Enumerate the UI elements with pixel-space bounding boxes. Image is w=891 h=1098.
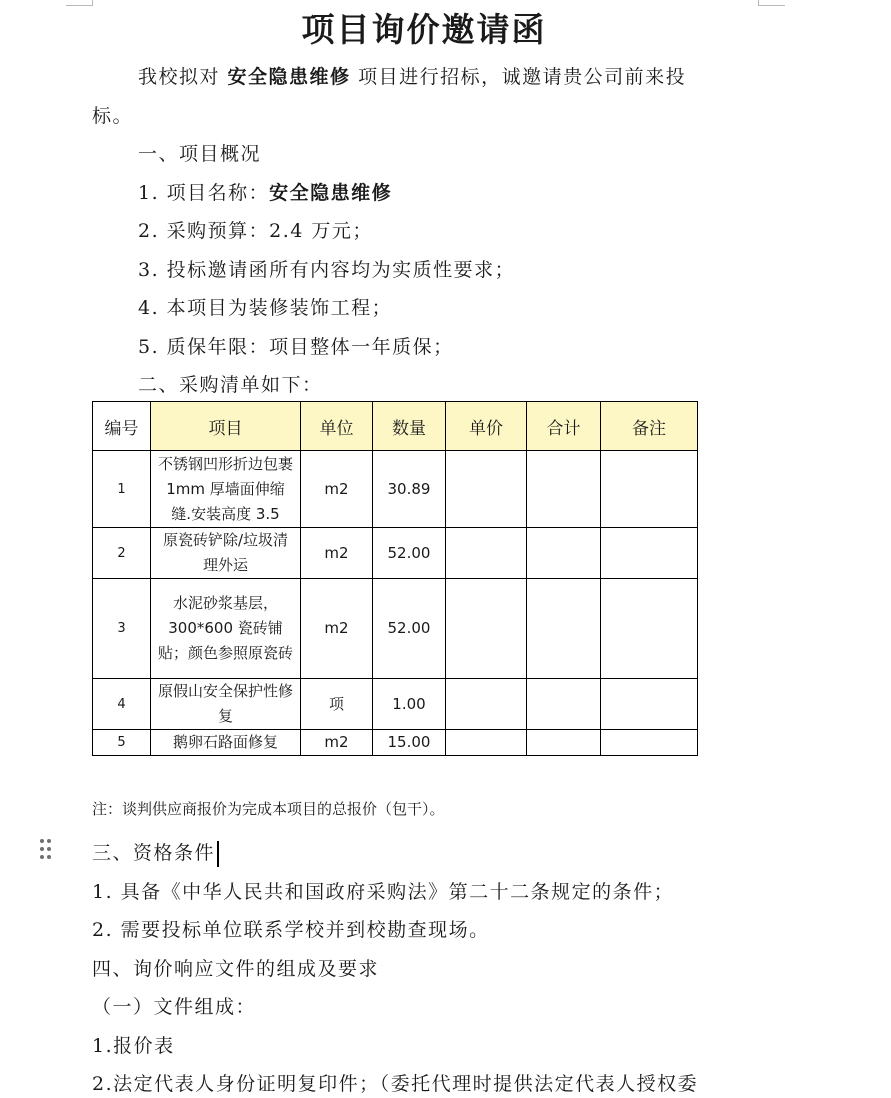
header-cell-qty: 数量 — [373, 402, 446, 451]
purchase-list-table — [92, 401, 698, 756]
header-cell-remark: 备注 — [601, 402, 698, 451]
cell-item[interactable]: 不锈钢凹形折边包裹 1mm 厚墙面伸缩缝.安装高度 3.5 — [151, 451, 301, 528]
section-heading-overview[interactable]: 一、项目概况 — [138, 143, 262, 165]
cell-price[interactable] — [446, 679, 527, 730]
cell-no[interactable]: 3 — [93, 579, 151, 679]
cell-total[interactable] — [527, 730, 601, 756]
document-title[interactable]: 项目询价邀请函 — [301, 10, 547, 49]
table-row — [93, 579, 698, 679]
overview-item-requirement[interactable]: 3. 投标邀请函所有内容均为实质性要求； — [138, 259, 516, 281]
cell-unit[interactable]: m2 — [301, 451, 373, 528]
file-composition-item[interactable]: 1.报价表 — [92, 1035, 175, 1057]
overview-item-value: 安全隐患维修 — [269, 182, 393, 204]
drag-handle-icon[interactable] — [38, 837, 52, 861]
cell-remark[interactable] — [601, 679, 698, 730]
header-cell-price: 单价 — [446, 402, 527, 451]
cell-unit[interactable]: m2 — [301, 579, 373, 679]
table-row — [93, 528, 698, 579]
cell-unit[interactable]: 项 — [301, 679, 373, 730]
overview-item-label: 1. 项目名称： — [138, 182, 270, 204]
table-row — [93, 451, 698, 528]
cell-unit[interactable]: m2 — [301, 730, 373, 756]
cell-item[interactable]: 原瓷砖铲除/垃圾清理外运 — [151, 528, 301, 579]
table-header-row — [93, 402, 698, 451]
intro-text-pre: 我校拟对 — [138, 66, 228, 88]
cell-total[interactable] — [527, 679, 601, 730]
cell-item[interactable]: 原假山安全保护性修复 — [151, 679, 301, 730]
cell-total[interactable] — [527, 451, 601, 528]
header-cell-total: 合计 — [527, 402, 601, 451]
overview-item-type[interactable]: 4. 本项目为装修装饰工程； — [138, 297, 393, 319]
intro-text-post: 项目进行招标，诚邀请贵公司前来投 — [350, 66, 687, 88]
table-row — [93, 679, 698, 730]
cell-remark[interactable] — [601, 451, 698, 528]
section-heading-qualification-text: 三、资格条件 — [92, 842, 216, 864]
cell-unit[interactable]: m2 — [301, 528, 373, 579]
cell-no[interactable]: 4 — [93, 679, 151, 730]
header-cell-unit: 单位 — [301, 402, 373, 451]
table-row — [93, 730, 698, 756]
cell-no[interactable]: 1 — [93, 451, 151, 528]
cell-item[interactable]: 水泥砂浆基层，300*600 瓷砖铺贴；颜色参照原瓷砖 — [151, 579, 301, 679]
cell-no[interactable]: 2 — [93, 528, 151, 579]
section-heading-purchase-list[interactable]: 二、采购清单如下： — [138, 374, 323, 396]
cell-qty[interactable]: 52.00 — [373, 528, 446, 579]
cell-no[interactable]: 5 — [93, 730, 151, 756]
cell-price[interactable] — [446, 730, 527, 756]
overview-item-warranty[interactable]: 5. 质保年限：项目整体一年质保； — [138, 336, 454, 358]
cell-qty[interactable]: 52.00 — [373, 579, 446, 679]
cell-total[interactable] — [527, 528, 601, 579]
qualification-item[interactable]: 2. 需要投标单位联系学校并到校勘查现场。 — [92, 919, 490, 941]
cell-price[interactable] — [446, 451, 527, 528]
file-composition-item[interactable]: 2.法定代表人身份证明复印件；（委托代理时提供法定代表人授权委 — [92, 1073, 699, 1095]
cell-price[interactable] — [446, 579, 527, 679]
header-cell-item: 项目 — [151, 402, 301, 451]
qualification-item[interactable]: 1. 具备《中华人民共和国政府采购法》第二十二条规定的条件； — [92, 881, 675, 903]
text-cursor — [217, 841, 219, 867]
cell-qty[interactable]: 15.00 — [373, 730, 446, 756]
subsection-heading-file-composition[interactable]: （一）文件组成： — [92, 996, 257, 1018]
pricing-note[interactable]: 注：谈判供应商报价为完成本项目的总报价（包干）。 — [92, 800, 445, 818]
header-cell-no: 编号 — [93, 402, 151, 451]
cell-price[interactable] — [446, 528, 527, 579]
overview-item-name[interactable] — [138, 179, 392, 207]
intro-paragraph-cont[interactable]: 标。 — [92, 105, 134, 127]
intro-paragraph[interactable] — [138, 63, 686, 91]
cell-total[interactable] — [527, 579, 601, 679]
section-heading-qualification[interactable] — [92, 839, 219, 867]
section-heading-response-docs[interactable]: 四、询价响应文件的组成及要求 — [92, 958, 380, 980]
cell-qty[interactable]: 30.89 — [373, 451, 446, 528]
cell-remark[interactable] — [601, 730, 698, 756]
intro-project-name: 安全隐患维修 — [227, 66, 351, 88]
cell-remark[interactable] — [601, 528, 698, 579]
cell-remark[interactable] — [601, 579, 698, 679]
overview-item-budget[interactable]: 2. 采购预算：2.4 万元； — [138, 220, 373, 242]
cell-item[interactable]: 鹅卵石路面修复 — [151, 730, 301, 756]
cell-qty[interactable]: 1.00 — [373, 679, 446, 730]
